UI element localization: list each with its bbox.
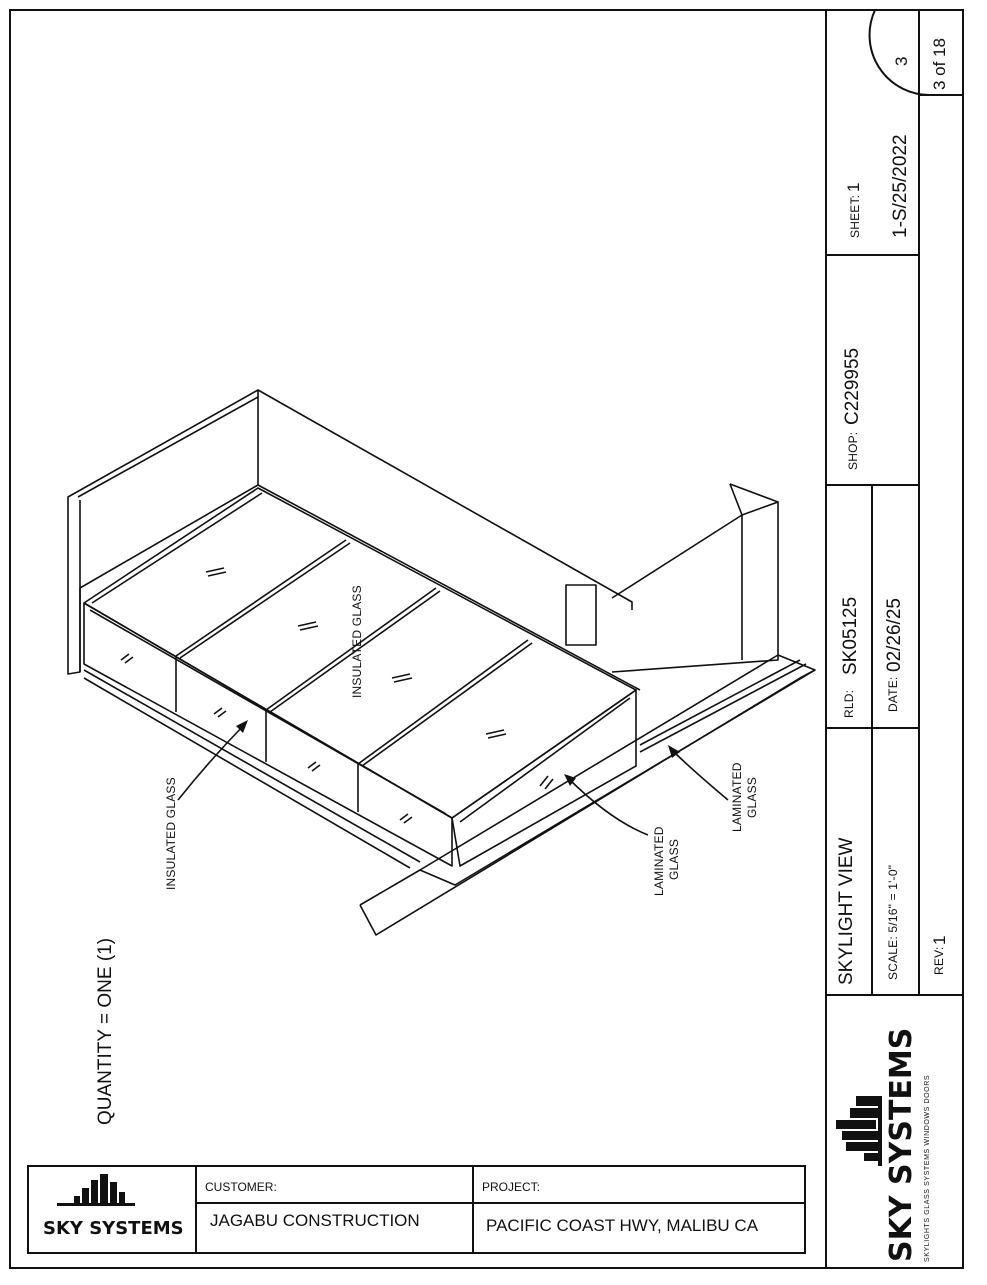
customer-block [28, 1166, 805, 1253]
skylight-front [84, 603, 452, 866]
brand-name-bottom: SKY SYSTEMS [43, 1218, 184, 1239]
rev-label: REV: [932, 946, 946, 975]
callout-insulated-glass-top: INSULATED GLASS [350, 585, 364, 698]
project-label: PROJECT: [482, 1180, 541, 1194]
back-wall [68, 390, 258, 674]
callout-laminated-glass-2-line2: GLASS [745, 776, 759, 818]
shop-value: C229955 [842, 347, 863, 425]
sky-systems-logo-bottom [57, 1174, 135, 1206]
shop-label: SHOP: [846, 431, 860, 470]
brand-name-side: SKY SYSTEMS [884, 1027, 919, 1262]
wall-window [566, 585, 596, 645]
sky-systems-logo-side [836, 1096, 882, 1166]
project-value: PACIFIC COAST HWY, MALIBU CA [486, 1216, 759, 1235]
sheet-value: 1 [844, 182, 863, 192]
page-of: 3 of 18 [930, 38, 949, 90]
date-label: DATE: [886, 676, 900, 712]
rev-value: 1 [930, 935, 949, 945]
skylight-end [452, 690, 636, 866]
ground-curb-right [420, 655, 815, 885]
view-title: SKYLIGHT VIEW [836, 837, 857, 985]
callout-laminated-glass-1-line2: GLASS [667, 838, 681, 880]
callout-insulated-glass-left: INSULATED GLASS [164, 777, 178, 890]
brand-tagline-side: SKYLIGHTS GLASS SYSTEMS WINDOWS DOORS [924, 1074, 931, 1262]
callout-laminated-glass-2-line1: LAMINATED [730, 762, 744, 832]
rld-value: SK05125 [840, 596, 861, 675]
customer-label: CUSTOMER: [205, 1180, 277, 1194]
sheet-border [10, 10, 963, 1268]
skylight-isometric [68, 390, 815, 935]
customer-value: JAGABU CONSTRUCTION [210, 1211, 420, 1230]
sheet-date: 1-S/25/2022 [890, 134, 911, 238]
date-value: 02/26/25 [884, 598, 905, 672]
quantity-label: QUANTITY = ONE (1) [95, 937, 116, 1125]
rld-label: RLD: [842, 689, 856, 718]
callout-laminated-glass-1-line1: LAMINATED [652, 826, 666, 896]
scale-label: SCALE: 5/16" = 1'-0" [886, 864, 900, 980]
sheet-label: SHEET: [848, 194, 862, 238]
right-wall [612, 502, 778, 672]
page-number: 3 [892, 56, 911, 66]
